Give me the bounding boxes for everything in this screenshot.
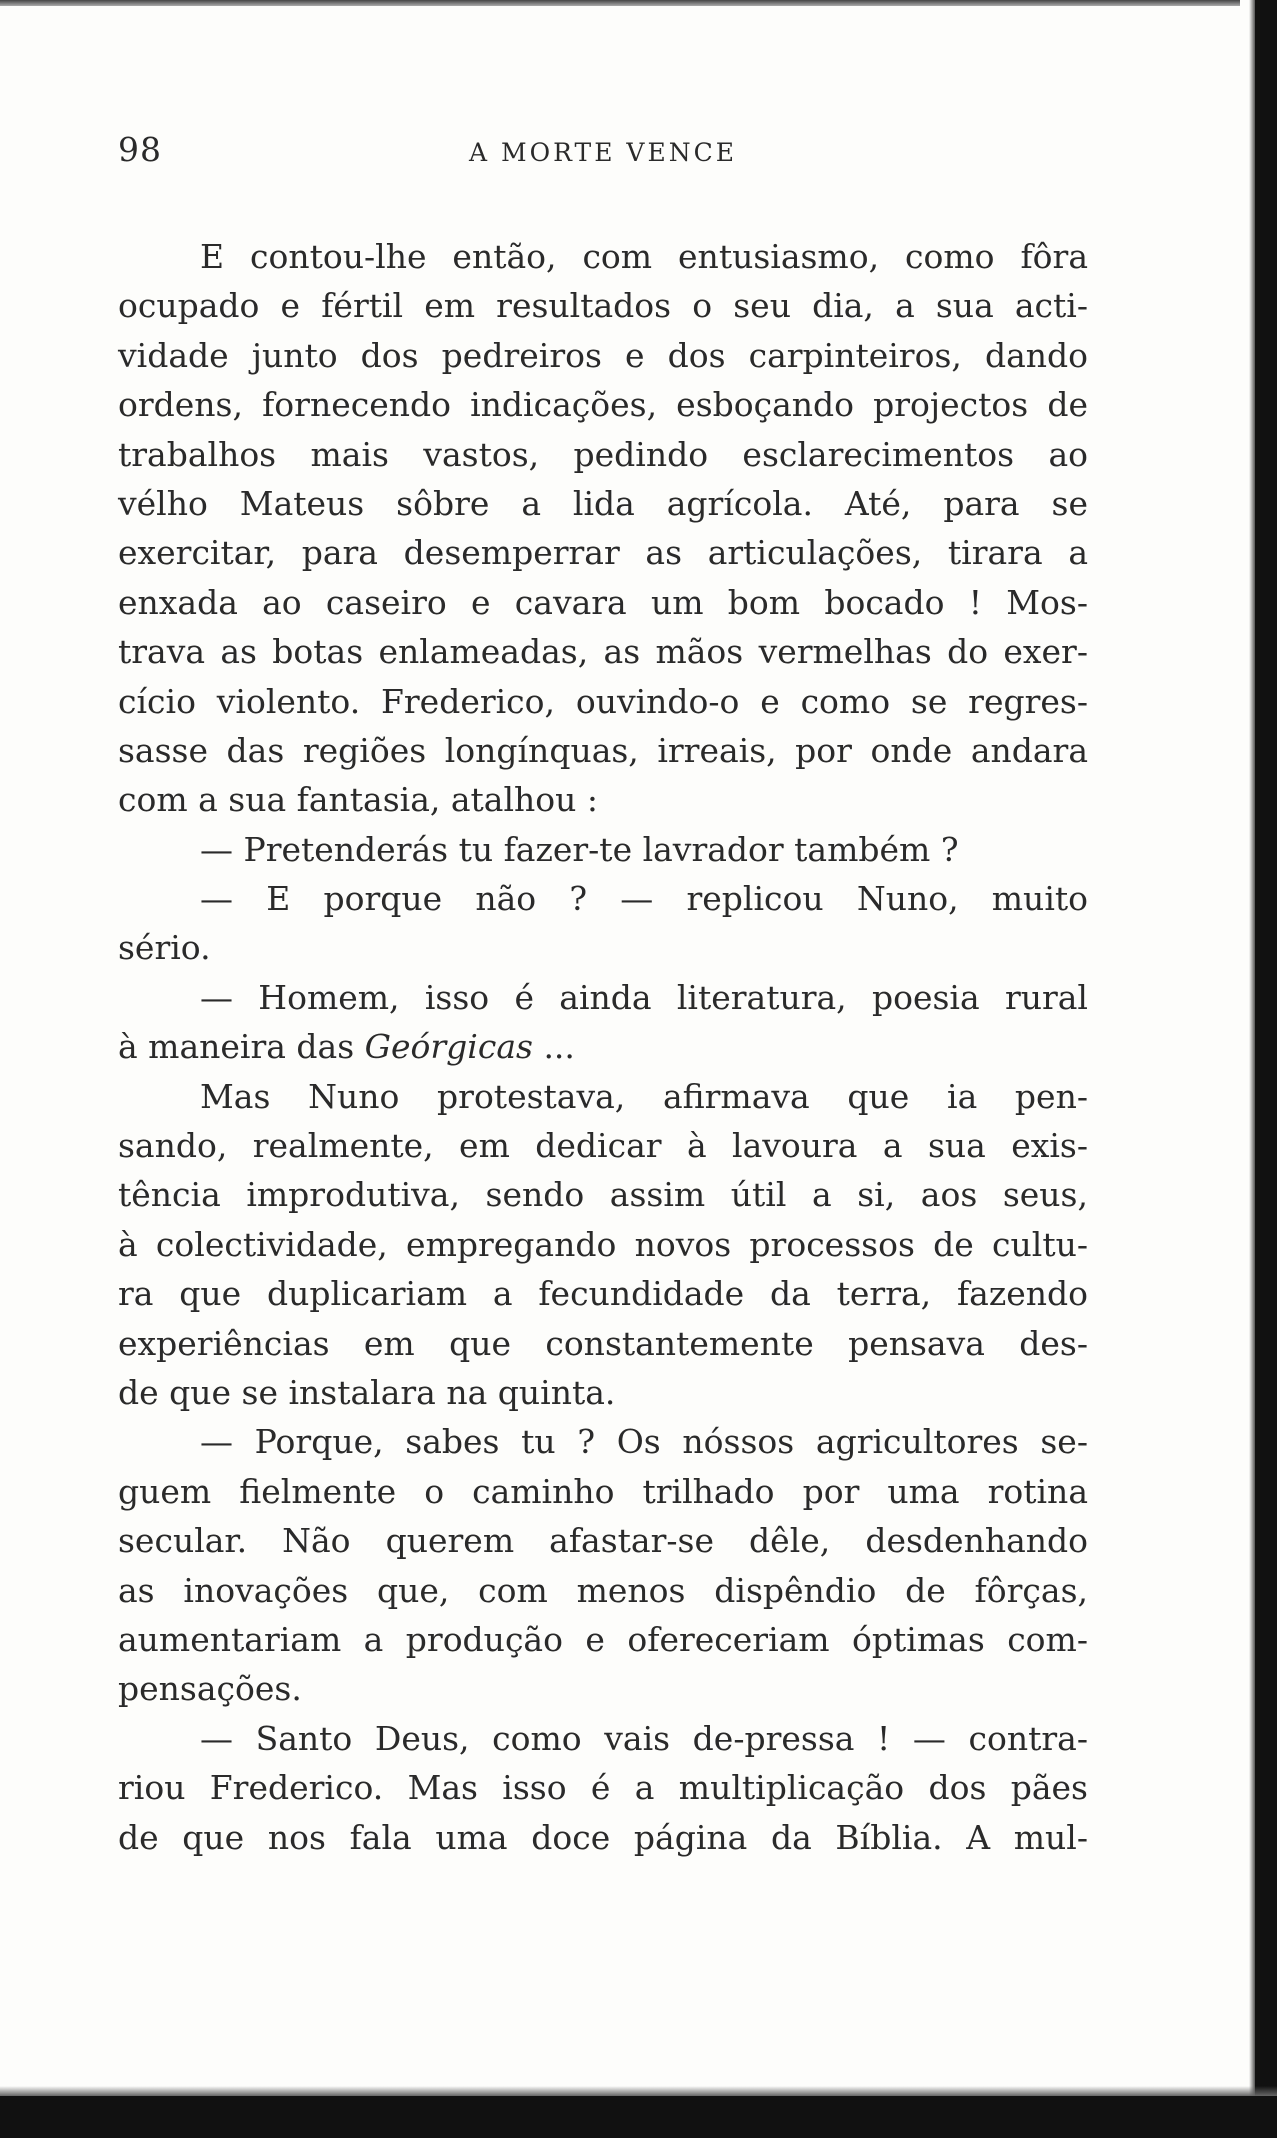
text-line-content: sando, realmente, em dedicar à lavoura a sua exis- xyxy=(118,1126,1088,1166)
text-line xyxy=(118,479,1088,528)
text-line xyxy=(118,677,1088,726)
text-line xyxy=(118,923,1088,972)
text-line-content: — Pretenderás tu fazer-te lavrador também ? xyxy=(200,829,959,869)
text-line xyxy=(118,726,1088,775)
text-line xyxy=(118,1566,1088,1615)
text-line xyxy=(118,627,1088,676)
text-line xyxy=(118,1615,1088,1664)
text-line-content: trabalhos mais vastos, pedindo esclarecimentos ao xyxy=(118,434,1088,474)
text-line-content: Mas Nuno protestava, afirmava que ia pen- xyxy=(200,1076,1088,1116)
text-line-content: ra que duplicariam a fecundidade da terra, fazendo xyxy=(118,1274,1088,1314)
text-line-content: tência improdutiva, sendo assim útil a si, aos seus, xyxy=(118,1175,1088,1215)
text-line xyxy=(118,1121,1088,1170)
text-line-content: exercitar, para desemperrar as articulações, tirara a xyxy=(118,533,1088,573)
text-line-content: de que se instalara na quinta. xyxy=(118,1372,616,1412)
right-page-edge xyxy=(1255,0,1277,2138)
text-line xyxy=(118,874,1088,923)
text-line-tail: ... xyxy=(532,1027,575,1067)
text-line xyxy=(118,1368,1088,1417)
text-line xyxy=(118,1467,1088,1516)
text-line xyxy=(118,578,1088,627)
top-rule xyxy=(0,0,1240,6)
text-line-content: ordens, fornecendo indicações, esboçando projectos de xyxy=(118,385,1088,425)
text-line xyxy=(118,1664,1088,1713)
text-line-content: cício violento. Frederico, ouvindo-o e como se regres- xyxy=(118,681,1088,721)
text-line xyxy=(118,1022,1088,1071)
text-line xyxy=(118,1220,1088,1269)
text-line-content: pensações. xyxy=(118,1669,302,1709)
text-line xyxy=(118,281,1088,330)
text-line xyxy=(118,1813,1088,1862)
text-line-content: E contou-lhe então, com entusiasmo, como fôra xyxy=(200,237,1088,276)
text-line-content: de que nos fala uma doce página da Bíblia. A mul- xyxy=(118,1817,1088,1857)
text-line-content: sério. xyxy=(118,928,211,968)
text-line xyxy=(118,973,1088,1022)
bottom-page-edge xyxy=(0,2096,1277,2138)
text-line xyxy=(118,775,1088,824)
italic-title: Geórgicas xyxy=(364,1027,533,1067)
text-line-content: enxada ao caseiro e cavara um bom bocado ! Mos- xyxy=(118,582,1088,622)
text-line xyxy=(118,1072,1088,1121)
text-line xyxy=(118,528,1088,577)
bottom-edge-shadow xyxy=(0,2086,1277,2096)
text-line xyxy=(118,1170,1088,1219)
text-line-content: sasse das regiões longínquas, irreais, por onde andara xyxy=(118,730,1088,770)
text-line xyxy=(118,380,1088,429)
text-line xyxy=(118,1763,1088,1812)
text-line xyxy=(118,331,1088,380)
text-line-content: aumentariam a produção e ofereceriam óptimas com- xyxy=(118,1619,1088,1659)
text-line-content: guem fielmente o caminho trilhado por uma rotina xyxy=(118,1471,1088,1511)
text-line xyxy=(118,430,1088,479)
text-line-content: trava as botas enlameadas, as mãos vermelhas do exer- xyxy=(118,632,1088,672)
text-line-content: ocupado e fértil em resultados o seu dia, a sua acti- xyxy=(118,286,1088,326)
text-line xyxy=(118,232,1088,281)
text-line-content: — Porque, sabes tu ? Os nóssos agricultores se- xyxy=(200,1422,1088,1462)
text-line xyxy=(118,1319,1088,1368)
text-line-content: vélho Mateus sôbre a lida agrícola. Até, para se xyxy=(118,483,1088,523)
text-line-content: — Santo Deus, como vais de-pressa ! — contra- xyxy=(200,1718,1088,1758)
text-line-content: — E porque não ? — replicou Nuno, muito xyxy=(200,879,1088,919)
text-line-content: à colectividade, empregando novos processos de cultu- xyxy=(118,1224,1088,1264)
text-line-content: experiências em que constantemente pensava des- xyxy=(118,1323,1088,1363)
text-line xyxy=(118,825,1088,874)
text-line xyxy=(118,1714,1088,1763)
text-line-content: à maneira das xyxy=(118,1027,355,1067)
text-line xyxy=(118,1516,1088,1565)
text-line-content: vidade junto dos pedreiros e dos carpinteiros, dando xyxy=(118,335,1088,375)
text-line xyxy=(118,1269,1088,1318)
text-line-content: — Homem, isso é ainda literatura, poesia rural xyxy=(200,977,1088,1017)
running-title: A MORTE VENCE xyxy=(469,138,737,167)
page-number: 98 xyxy=(118,130,162,169)
page-header xyxy=(118,130,1088,190)
text-line xyxy=(118,1417,1088,1466)
text-line-content: as inovações que, com menos dispêndio de fôrças, xyxy=(118,1570,1088,1610)
text-line-content: riou Frederico. Mas isso é a multiplicação dos pães xyxy=(118,1768,1088,1808)
body-text xyxy=(118,232,1088,1862)
text-line-content: com a sua fantasia, atalhou : xyxy=(118,780,599,820)
text-line-content: secular. Não querem afastar-se dêle, desdenhando xyxy=(118,1521,1088,1561)
